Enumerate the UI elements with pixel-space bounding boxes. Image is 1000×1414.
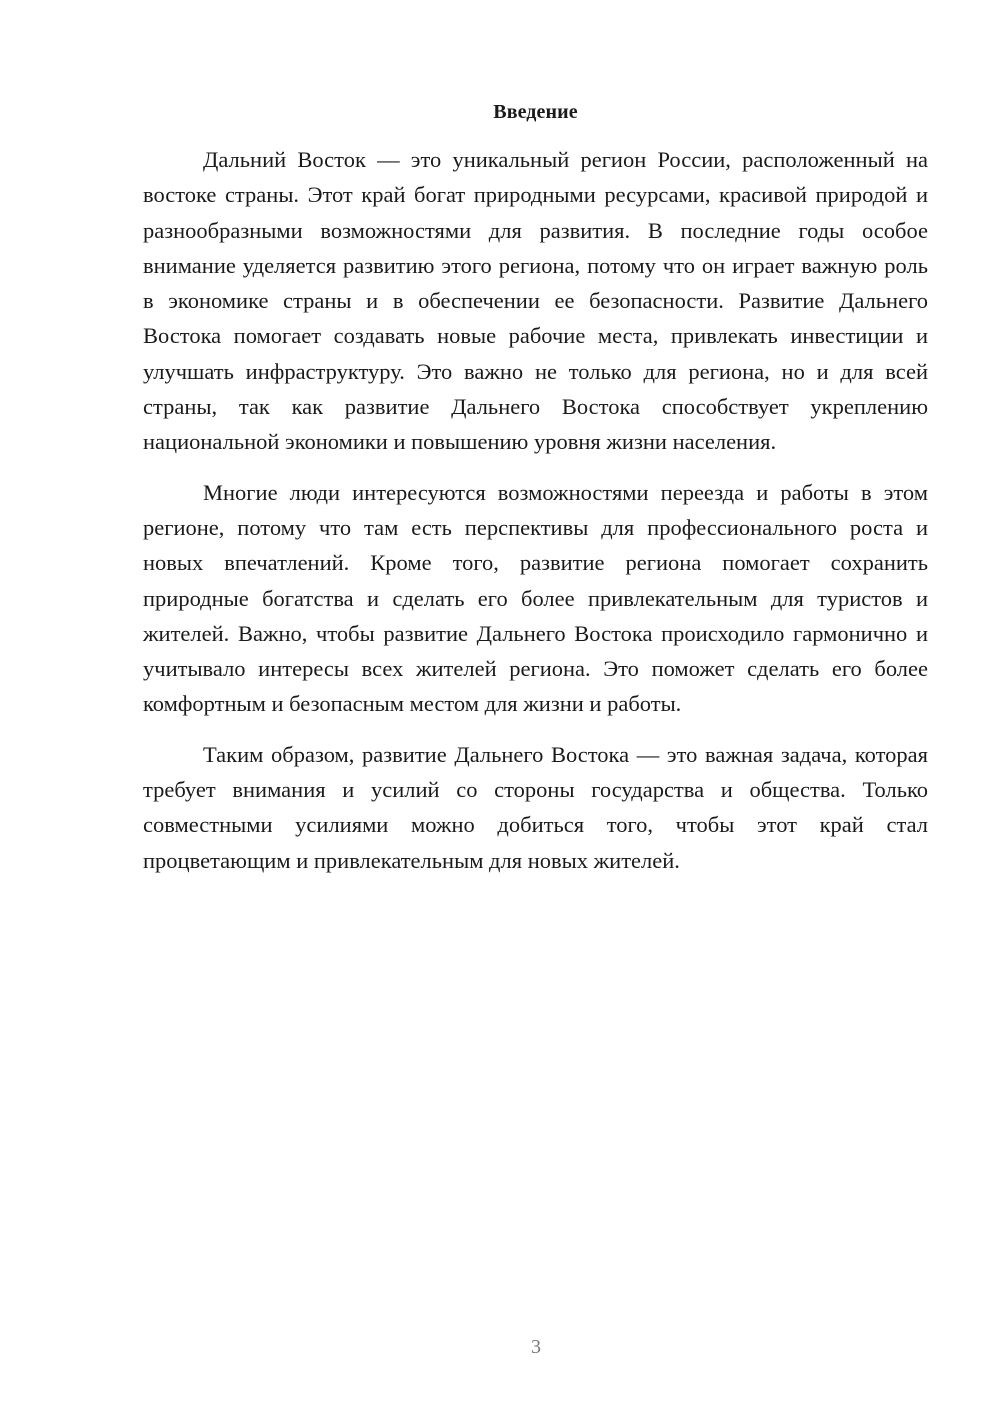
paragraph-3: Таким образом, развитие Дальнего Востока — это важная задача, которая требует внимания и усилий со стороны государства и общества. Только совместными усилиями можно добиться того, чтобы этот край стал процветающим и привлекательным для новых жителей. xyxy=(143,741,928,873)
paragraph-1: Дальний Восток — это уникальный регион России, расположенный на востоке страны. Этот край богат природными ресурсами, красивой природой и разнообразными возможностями для развития. В последние годы особое внимание уделяется развитию этого региона, потому что он играет важную роль в экономике страны и в обеспечении ее безопасности. Развитие Дальнего Востока помогает создавать новые рабочие места, привлекать инвестиции и улучшать инфраструктуру. Это важно не только для региона, но и для всей страны, так как развитие Дальнего Востока способствует укреплению национальной экономики и повышению уровня жизни населения. xyxy=(143,147,928,455)
paragraph-2: Многие люди интересуются возможностями переезда и работы в этом регионе, потому что там есть перспективы для профессионального роста и новых впечатлений. Кроме того, развитие региона помогает сохранить природные богатства и сделать его более привлекательным для туристов и жителей. Важно, чтобы развитие Дальнего Востока происходило гармонично и учитывало интересы всех жителей региона. Это поможет сделать его более комфортным и безопасным местом для жизни и работы. xyxy=(143,479,928,717)
page-number: 3 xyxy=(531,1336,541,1358)
page-content xyxy=(143,96,928,878)
section-heading: Введение xyxy=(493,101,578,123)
